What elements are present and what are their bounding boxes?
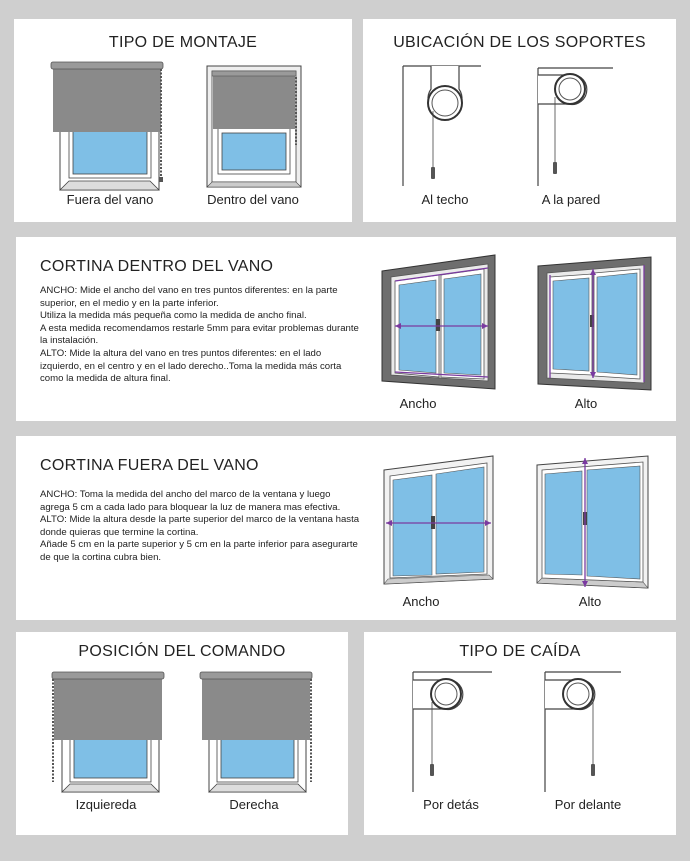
inside-text-para: A esta medida recomendamos restarle 5mm para evitar problemas durante la instalación. — [40, 322, 359, 347]
brackets-title: UBICACIÓN DE LOS SOPORTES — [393, 34, 646, 51]
inside-mount-label: Dentro del vano — [207, 192, 299, 207]
ceiling-label: Al techo — [421, 192, 469, 207]
brackets-panel — [363, 19, 676, 222]
outside-width-label: Ancho — [402, 594, 440, 609]
drop-type-panel — [364, 632, 676, 835]
drop-back-label: Por detás — [423, 797, 479, 812]
mounting-type-title: TIPO DE MONTAJE — [108, 34, 258, 51]
outside-measure-panel — [16, 436, 676, 620]
inside-text-para: Utiliza la medida más pequeña como la medida de ancho final. — [40, 310, 307, 322]
drop-type-title: TIPO DE CAÍDA — [459, 643, 581, 660]
control-position-title: POSICIÓN DEL COMANDO — [78, 643, 286, 660]
control-left-label: Izquiereda — [75, 797, 137, 812]
inside-measure-title: CORTINA DENTRO DEL VANO — [40, 258, 274, 275]
mounting-type-panel — [14, 19, 352, 222]
inside-text-para: ALTO: Mide la altura del vano en tres puntos diferentes: en el lado izquierdo, en el centro y en el lado derecho..Toma la medida más corta como la medida de altura final. — [40, 347, 342, 385]
outside-mount-label: Fuera del vano — [66, 192, 154, 207]
wall-bracket-illustration — [363, 19, 676, 222]
outside-text-para: Añade 5 cm en la parte superior y 5 cm en la parte inferior para asegurarte de que la cortina cubra bien. — [40, 539, 358, 563]
drop-front-label: Por delante — [554, 797, 622, 812]
control-right-label: Derecha — [229, 797, 279, 812]
outside-text-para: ALTO: Mide la altura desde la parte superior del marco de la ventana hasta donde quieras que termine la cortina. — [40, 514, 360, 538]
inside-height-window — [16, 237, 676, 421]
inside-height-label: Alto — [574, 396, 598, 411]
inside-width-label: Ancho — [399, 396, 437, 411]
outside-height-label: Alto — [578, 594, 602, 609]
wall-label: A la pared — [541, 192, 601, 207]
inside-text-para: ANCHO: Mide el ancho del vano en tres puntos diferentes: en la parte superior, en el medio y en la parte inferior. — [40, 285, 338, 309]
control-position-panel — [16, 632, 348, 835]
outside-measure-title: CORTINA FUERA DEL VANO — [40, 457, 259, 474]
outside-height-window — [16, 436, 676, 620]
inside-measure-panel — [16, 237, 676, 421]
outside-text-para: ANCHO: Toma la medida del ancho del marco de la ventana y luego agrega 5 cm a cada lado para bloquear la luz de manera mas efectiva. — [40, 489, 341, 513]
